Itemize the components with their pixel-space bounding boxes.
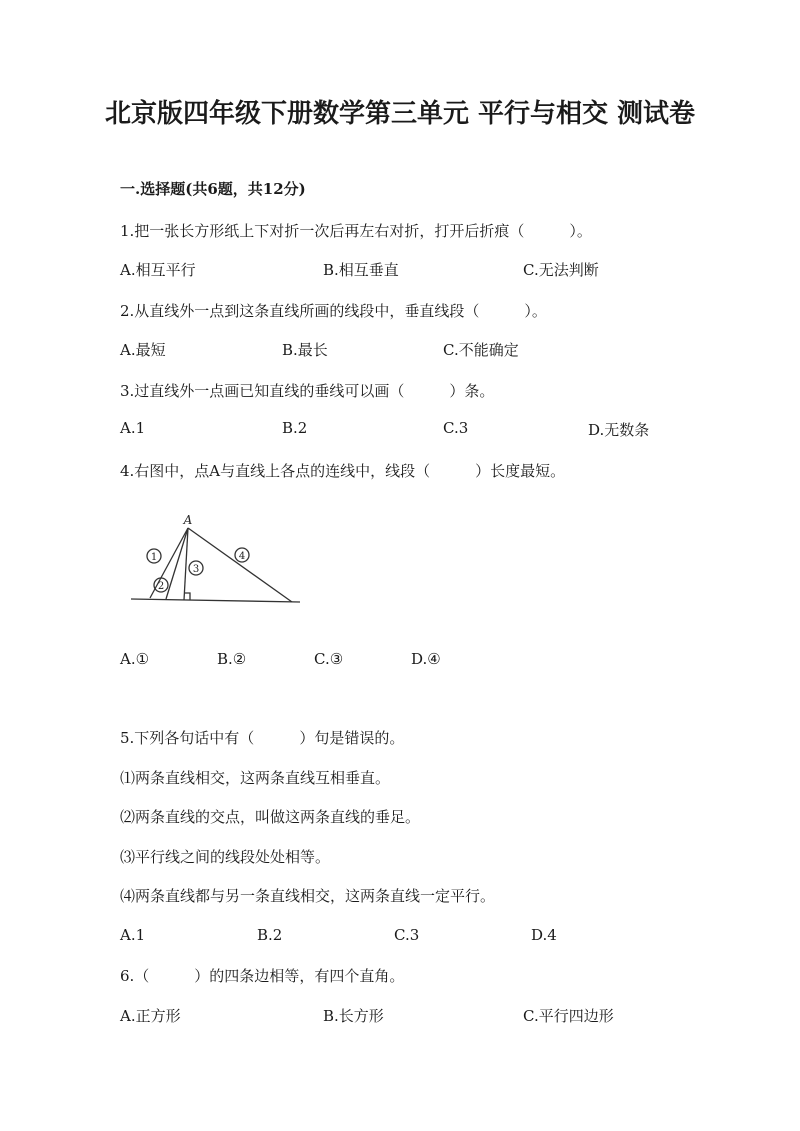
- question-6: 6.（ ）的四条边相等，有四个直角。: [120, 967, 405, 985]
- q4-option-a[interactable]: A.①: [120, 650, 150, 668]
- label-1: 1: [150, 552, 158, 563]
- question-1: 1.把一张长方形纸上下对折一次后再左右对折，打开后折痕（ ）。: [120, 222, 592, 240]
- q5-statement-2: ⑵两条直线的交点，叫做这两条直线的垂足。: [120, 808, 421, 826]
- q4-option-c[interactable]: C.③: [314, 650, 344, 668]
- q4-option-b[interactable]: B.②: [217, 650, 247, 668]
- question-3: 3.过直线外一点画已知直线的垂线可以画（ ）条。: [120, 382, 495, 400]
- q1-option-b[interactable]: B.相互垂直: [323, 261, 399, 279]
- q1-option-a[interactable]: A.相互平行: [120, 261, 196, 279]
- q2-option-b[interactable]: B.最长: [282, 341, 328, 359]
- section-heading: 一.选择题(共6题，共12分): [120, 180, 306, 198]
- q5-option-b[interactable]: B.2: [257, 926, 283, 944]
- q5-statement-3: ⑶平行线之间的线段处处相等。: [120, 848, 331, 866]
- q5-option-d[interactable]: D.4: [531, 926, 557, 944]
- label-4: 4: [238, 551, 246, 562]
- segment-4: [188, 528, 292, 602]
- q2-option-c[interactable]: C.不能确定: [443, 341, 519, 359]
- q5-statement-4: ⑷两条直线都与另一条直线相交，这两条直线一定平行。: [120, 887, 496, 905]
- q2-option-a[interactable]: A.最短: [120, 341, 166, 359]
- geometry-figure: [128, 512, 304, 608]
- q6-option-b[interactable]: B.长方形: [323, 1007, 384, 1025]
- question-5: 5.下列各句话中有（ ）句是错误的。: [120, 729, 405, 747]
- q5-statement-1: ⑴两条直线相交，这两条直线互相垂直。: [120, 769, 391, 787]
- page-title: 北京版四年级下册数学第三单元 平行与相交 测试卷: [104, 99, 696, 129]
- point-label-a: A: [183, 513, 193, 527]
- label-2: 2: [157, 581, 165, 592]
- label-3: 3: [192, 564, 200, 575]
- q3-option-c[interactable]: C.3: [443, 419, 469, 437]
- question-2: 2.从直线外一点到这条直线所画的线段中，垂直线段（ ）。: [120, 302, 547, 320]
- base-line: [131, 599, 300, 602]
- q1-option-c[interactable]: C.无法判断: [523, 261, 599, 279]
- q5-option-a[interactable]: A.1: [120, 926, 146, 944]
- q4-option-d[interactable]: D.④: [411, 650, 441, 668]
- q3-option-b[interactable]: B.2: [282, 419, 308, 437]
- q5-option-c[interactable]: C.3: [394, 926, 420, 944]
- question-4: 4.右图中，点A与直线上各点的连线中，线段（ ）长度最短。: [120, 462, 566, 480]
- q3-option-a[interactable]: A.1: [120, 419, 146, 437]
- q3-option-d[interactable]: D.无数条: [588, 421, 650, 439]
- q6-option-c[interactable]: C.平行四边形: [523, 1007, 614, 1025]
- q6-option-a[interactable]: A.正方形: [120, 1007, 181, 1025]
